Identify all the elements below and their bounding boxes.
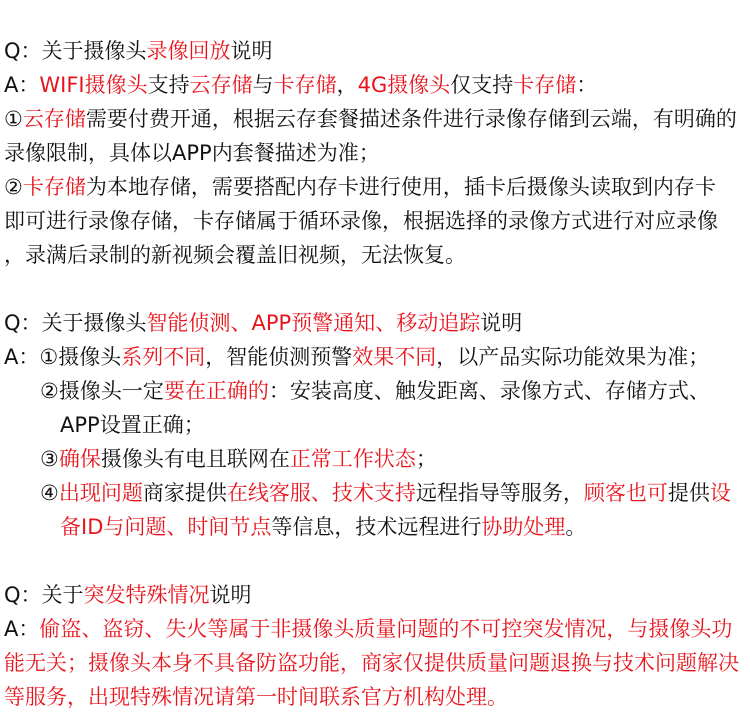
body-text: ， [336, 73, 358, 97]
faq-line [4, 138, 380, 168]
body-text: ③ [40, 447, 59, 471]
faq-line [4, 36, 273, 66]
body-text: ② [4, 175, 23, 199]
faq-line [4, 70, 597, 100]
highlight-text: 卡存储 [273, 73, 337, 97]
body-text: 仅支持 [450, 73, 514, 97]
faq-line [4, 614, 732, 644]
body-text: ： [576, 73, 598, 97]
faq-line [4, 240, 466, 270]
highlight-text: 卡存储 [513, 73, 577, 97]
body-text: 需要付费开通，根据云存套餐描述条件进行录像存储到云端，有明确的 [85, 107, 737, 131]
body-text: A： [4, 73, 40, 97]
highlight-text: 正常工作状态 [289, 447, 416, 471]
highlight-text: 卡存储 [22, 175, 86, 199]
faq-line [40, 478, 731, 508]
highlight-text: 等服务，出现特殊情况请第一时间联系官方机构处理。 [4, 685, 508, 709]
body-text: ，以产品实际功能效果为准； [436, 345, 710, 369]
faq-line [40, 444, 437, 474]
highlight-text: 在线客服、技术支持 [226, 481, 416, 505]
body-text: ，录满后录制的新视频会覆盖旧视频，无法恢复。 [4, 243, 466, 267]
highlight-text: WIFI摄像头 [39, 73, 148, 97]
body-text: 摄像头有电且联网在 [100, 447, 290, 471]
highlight-text: 要在正确的 [163, 379, 269, 403]
body-text: 说明 [230, 39, 273, 63]
faq-line [4, 104, 737, 134]
body-text: ； [415, 447, 437, 471]
highlight-text: 出现问题 [58, 481, 143, 505]
body-text: ：安装高度、触发距离、录像方式、存储方式、 [268, 379, 710, 403]
faq-line [4, 206, 718, 236]
highlight-text: 突发特殊情况 [83, 583, 210, 607]
highlight-text: 确保 [58, 447, 101, 471]
body-text: 录像限制，具体以APP内套餐描述为准； [4, 141, 380, 165]
highlight-text: 顾客也可 [583, 481, 668, 505]
faq-line [4, 682, 508, 712]
highlight-text: 系列不同 [121, 345, 206, 369]
highlight-text: 备ID与问题、时间节点 [60, 515, 272, 539]
faq-line [4, 308, 522, 338]
body-text: 说明 [480, 311, 523, 335]
highlight-text: 智能侦测、APP预警通知、移动追踪 [146, 311, 481, 335]
body-text: ① [4, 107, 23, 131]
body-text: 说明 [209, 583, 252, 607]
body-text: ④ [40, 481, 59, 505]
faq-line [40, 376, 710, 406]
body-text: 提供 [667, 481, 710, 505]
highlight-text: 设 [709, 481, 731, 505]
body-text: ，智能侦测预警 [205, 345, 353, 369]
body-text: 即可进行录像存储，卡存储属于循环录像，根据选择的录像方式进行对应录像 [4, 209, 718, 233]
highlight-text: 能无关；摄像头本身不具备防盗功能，商家仅提供质量问题退换与技术问题解决 [4, 651, 739, 675]
highlight-text: 偷盗、盗窃、失火等属于非摄像头质量问题的不可控突发情况，与摄像头功 [39, 617, 733, 641]
body-text: APP设置正确； [60, 413, 205, 437]
body-text: Q：关于摄像头 [4, 39, 147, 63]
faq-line [4, 342, 709, 372]
faq-line [4, 580, 252, 610]
faq-line [60, 410, 205, 440]
body-text: Q：关于 [4, 583, 84, 607]
body-text: 与 [252, 73, 274, 97]
highlight-text: 4G摄像头 [357, 73, 451, 97]
highlight-text: 录像回放 [146, 39, 231, 63]
body-text: 为本地存储，需要搭配内存卡进行使用，插卡后摄像头读取到内存卡 [85, 175, 716, 199]
highlight-text: 云存储 [22, 107, 86, 131]
body-text: 支持 [147, 73, 190, 97]
body-text: A： [4, 617, 40, 641]
body-text: 商家提供 [142, 481, 227, 505]
body-text: 等信息，技术远程进行 [271, 515, 482, 539]
faq-line [60, 512, 586, 542]
highlight-text: 协助处理 [481, 515, 566, 539]
body-text: 。 [565, 515, 587, 539]
faq-line [4, 648, 739, 678]
highlight-text: 云存储 [189, 73, 253, 97]
faq-line [4, 172, 716, 202]
body-text: A：①摄像头 [4, 345, 122, 369]
highlight-text: 效果不同 [352, 345, 437, 369]
body-text: ②摄像头一定 [40, 379, 164, 403]
body-text: 远程指导等服务， [415, 481, 584, 505]
body-text: Q：关于摄像头 [4, 311, 147, 335]
